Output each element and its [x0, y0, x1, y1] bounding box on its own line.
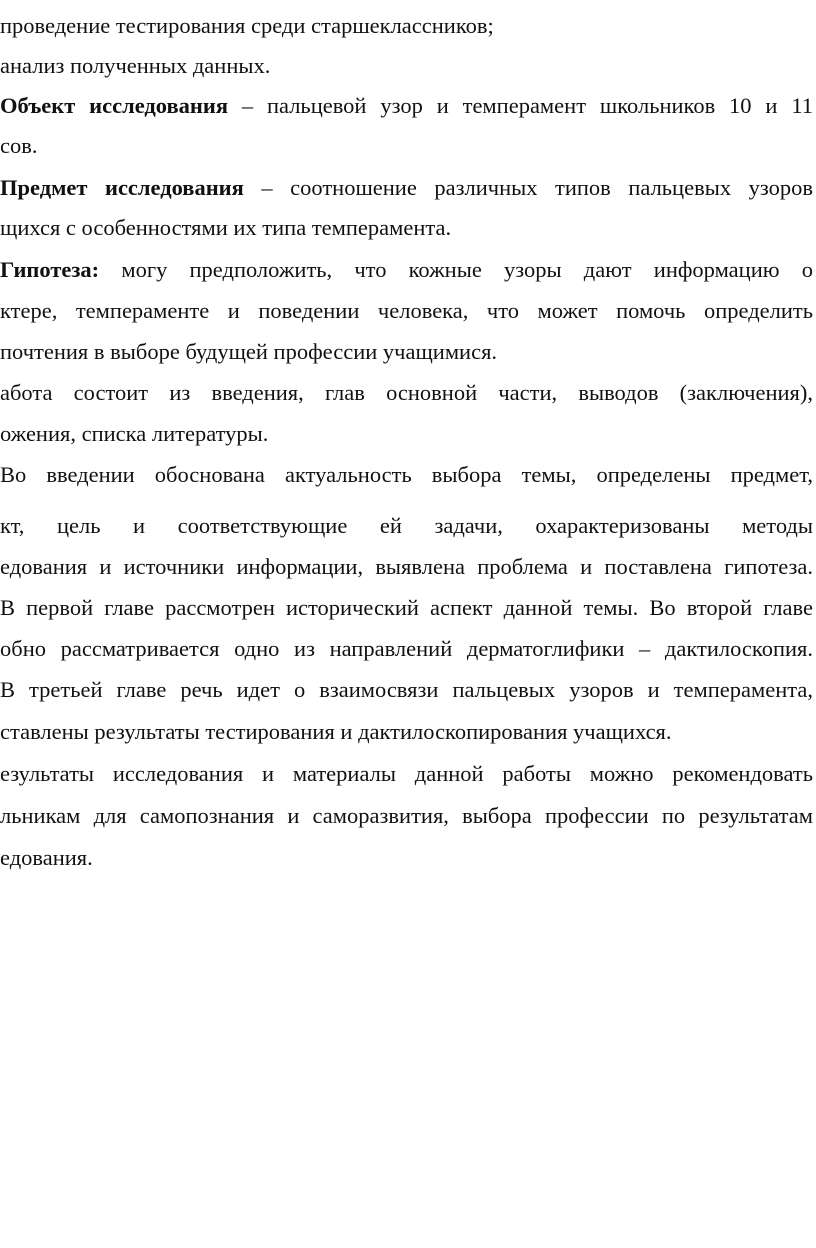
research-subject-label: Предмет исследования [0, 175, 244, 200]
research-object-text: – пальцевой узор и темперамент школьников 10 и 11 [228, 93, 813, 118]
paragraph-line: абота состоит из введения, глав основной части, выводов (заключения), [0, 380, 813, 405]
paragraph-line: В первой главе рассмотрен исторический аспект данной темы. Во второй главе [0, 595, 813, 620]
research-subject-paragraph [0, 174, 813, 202]
hypothesis-text: могу предположить, что кожные узоры дают информацию о [99, 257, 813, 282]
hypothesis-label: Гипотеза: [0, 257, 100, 282]
paragraph-line: Во введении обоснована актуальность выбора темы, определены предмет, [0, 462, 813, 487]
paragraph-line: езультаты исследования и материалы данной работы можно рекомендовать [0, 761, 813, 786]
paragraph-line: обно рассматривается одно из направлений дерматоглифики – дактилоскопия. [0, 636, 813, 661]
research-object-label: Объект исследования [0, 93, 228, 118]
hypothesis-paragraph [0, 256, 813, 284]
paragraph-line: кт, цель и соответствующие ей задачи, охарактеризованы методы [0, 513, 813, 538]
list-item-testing: проведение тестирования среди старшеклассников; [0, 13, 494, 38]
paragraph-line: ожения, списка литературы. [0, 421, 269, 446]
paragraph-line: льникам для самопознания и саморазвития, выбора профессии по результатам [0, 803, 813, 828]
paragraph-line: ктере, темпераменте и поведении человека, что может помочь определить [0, 298, 813, 323]
paragraph-line: щихся с особенностями их типа темперамента. [0, 215, 452, 240]
paragraph-line: почтения в выборе будущей профессии учащимися. [0, 339, 498, 364]
research-object-paragraph [0, 92, 813, 120]
paragraph-line: сов. [0, 133, 38, 158]
paragraph-line: ставлены результаты тестирования и дактилоскопирования учащихся. [0, 719, 672, 744]
list-item-analysis: анализ полученных данных. [0, 53, 271, 78]
paragraph-line: едования. [0, 845, 93, 870]
paragraph-line: едования и источники информации, выявлена проблема и поставлена гипотеза. [0, 554, 813, 579]
paragraph-line: В третьей главе речь идет о взаимосвязи пальцевых узоров и темперамента, [0, 677, 813, 702]
research-subject-text: – соотношение различных типов пальцевых узоров [243, 175, 813, 200]
